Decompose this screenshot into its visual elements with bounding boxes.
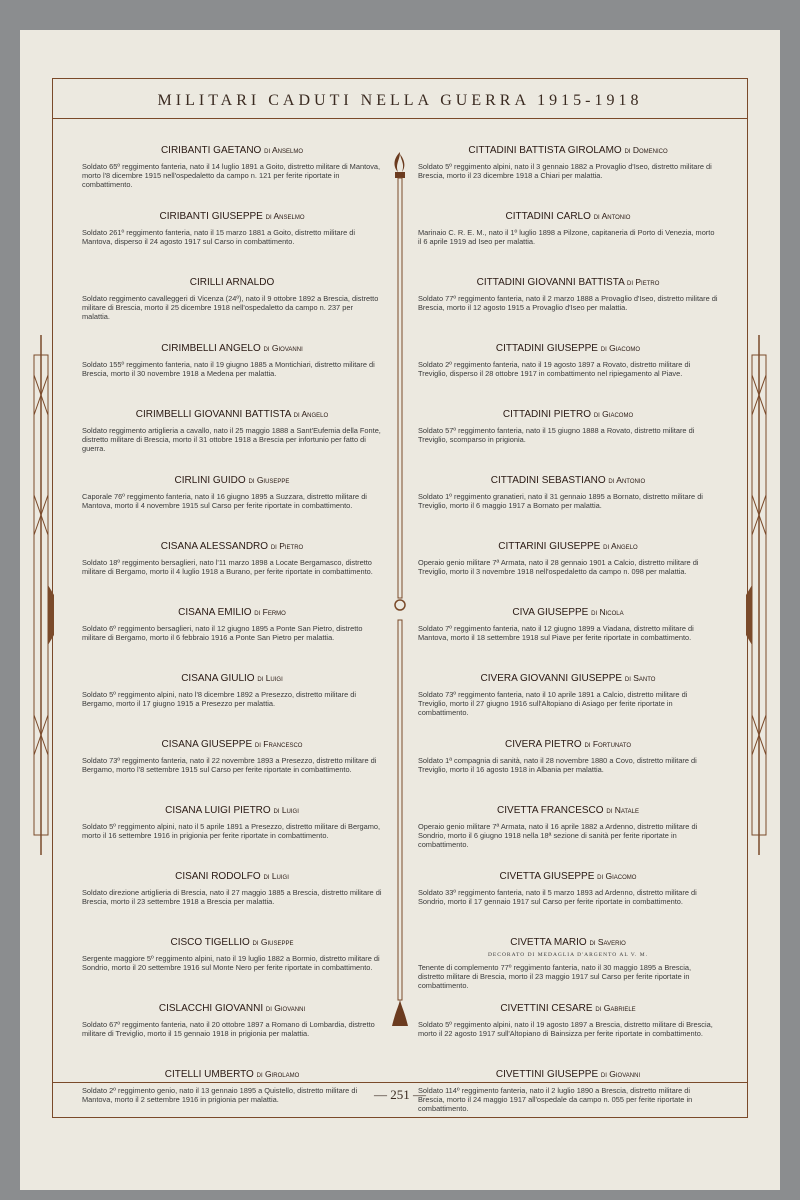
surname: CISANA GIUSEPPE <box>161 739 253 750</box>
surname: CISANI RODOLFO <box>175 871 261 882</box>
entry-text: Soldato 18º reggimento bersaglieri, nato l'11 marzo 1898 a Locate Bergamasco, distretto militare di Bergamo, morto il 4 luglio 1918 a Burano, per ferite riportate in combattimento. <box>82 558 373 576</box>
entry-text: Caporale 76º reggimento fanteria, nato il 16 giugno 1895 a Suzzara, distretto militare di Mantova, morto il 4 novembre 1915 sul Carso per ferite riportate in combattimento. <box>82 492 367 510</box>
left-fasces-ornament <box>28 335 54 855</box>
patronymic: di Giuseppe <box>248 475 290 485</box>
entry-text: Soldato 5º reggimento alpini, nato il 19 agosto 1897 a Brescia, distretto militare di Brescia, morto il 22 agosto 1917 sull'Altopiano di Bainsizza per ferite riportate in combattimento. <box>418 1020 713 1038</box>
entry <box>82 607 382 673</box>
entry-text: Soldato 7º reggimento fanteria, nato il 12 giugno 1899 a Viadana, distretto militare di Mantova, morto il 18 settembre 1918 sul Piave per ferite riportate in combattimento. <box>418 624 694 642</box>
patronymic: di Anselmo <box>264 145 304 155</box>
entry-text: Soldato 5º reggimento alpini, nato il 5 aprile 1891 a Presezzo, distretto militare di Bergamo, morto il 16 settembre 1916 in prigionia per ferite riportate in combattimento. <box>82 822 381 840</box>
patronymic: di Saverio <box>589 937 626 947</box>
entry-text: Soldato 33º reggimento fanteria, nato il 5 marzo 1893 ad Ardenno, distretto militare di Sondrio, morto il 17 gennaio 1917 sul Carso per ferite riportate in combattimento. <box>418 888 697 906</box>
entry-text: Soldato 73º reggimento fanteria, nato il 22 novembre 1893 a Presezzo, distretto militare di Bergamo, morto l'8 settembre 1915 sul Carso per ferite riportate in combattimento. <box>82 756 377 774</box>
entry-text: Marinaio C. R. E. M., nato il 1º luglio 1898 a Pilzone, capitaneria di Porto di Venezia, morto il 6 aprile 1919 ad Iseo per malattia. <box>418 228 715 246</box>
surname: CISLACCHI GIOVANNI <box>158 1003 264 1014</box>
right-column <box>418 145 718 1135</box>
surname: CIVETTA MARIO <box>510 937 587 948</box>
patronymic: di Nicola <box>591 607 624 617</box>
patronymic: di Angelo <box>293 409 329 419</box>
patronymic: di Luigi <box>257 673 283 683</box>
entry-name <box>82 211 382 222</box>
patronymic: di Giovanni <box>600 1069 641 1079</box>
patronymic: di Pietro <box>270 541 304 551</box>
page-number: — 251 — <box>374 1087 426 1102</box>
entry-name <box>418 607 718 618</box>
patronymic: di Domenico <box>624 145 668 155</box>
rosette-icon <box>395 600 405 610</box>
entry <box>418 145 718 211</box>
entry <box>418 673 718 739</box>
entry <box>418 1003 718 1069</box>
right-fasces-ornament <box>746 335 772 855</box>
entry-name <box>82 937 382 948</box>
entry-name <box>418 937 718 948</box>
entry-text: Soldato 65º reggimento fanteria, nato il 14 luglio 1891 a Goito, distretto militare di Mantova, morto l'8 dicembre 1915 nell'ospedaletto da campo n. 121 per ferite riportate in combattimento. <box>82 162 381 189</box>
entry-text: Soldato 67º reggimento fanteria, nato il 20 ottobre 1897 a Romano di Lombardia, distretto militare di Treviglio, morto il 15 gennaio 1918 in prigionia per malattia. <box>82 1020 375 1038</box>
entry <box>82 805 382 871</box>
entry <box>82 541 382 607</box>
entry-name <box>82 343 382 354</box>
patronymic: di Giacomo <box>593 409 634 419</box>
surname: CITTADINI SEBASTIANO <box>490 475 606 486</box>
patronymic: di Pietro <box>627 277 660 287</box>
entry <box>418 475 718 541</box>
surname: CISANA ALESSANDRO <box>160 541 269 552</box>
surname: CITTADINI GIUSEPPE <box>495 343 598 354</box>
entry-text: Soldato 57º reggimento fanteria, nato il 15 giugno 1888 a Rovato, distretto militare di Treviglio, scomparso in prigionia. <box>418 426 695 444</box>
entry <box>418 211 718 277</box>
surname: CIVA GIUSEPPE <box>512 607 589 618</box>
entry <box>418 805 718 871</box>
surname: CIVERA PIETRO <box>504 739 582 750</box>
patronymic: di Luigi <box>263 871 289 881</box>
entry-text: Soldato 114º reggimento fanteria, nato il 2 luglio 1890 a Brescia, distretto militare di Brescia, morto il 24 maggio 1917 all'ospedale da campo n. 055 per ferite riportate in combattimento. <box>418 1086 693 1113</box>
surname: CISANA LUIGI PIETRO <box>165 805 271 816</box>
surname: CITELLI UMBERTO <box>164 1069 254 1080</box>
entry <box>418 277 718 343</box>
patronymic: di Giovanni <box>263 343 303 353</box>
entry <box>82 739 382 805</box>
entry-name <box>418 277 718 288</box>
patronymic: di Luigi <box>273 805 299 815</box>
entry-text: Sergente maggiore 5º reggimento alpini, nato il 19 luglio 1882 a Bormio, distretto militare di Sondrio, morto il 20 settembre 1916 sul Monte Nero per ferite riportate in combattimento. <box>82 954 380 972</box>
entry <box>82 343 382 409</box>
entry-name <box>418 739 718 750</box>
entry-name <box>82 871 382 882</box>
entry-text: Soldato 2º reggimento genio, nato il 13 gennaio 1895 a Quistello, distretto militare di Mantova, morto il 2 settembre 1916 in prigionia per malattia. <box>82 1086 358 1104</box>
entry <box>418 937 718 1003</box>
surname: CIVERA GIOVANNI GIUSEPPE <box>480 673 623 684</box>
surname: CITTADINI PIETRO <box>502 409 592 420</box>
entry-name <box>418 805 718 816</box>
footer-rule <box>52 1082 748 1083</box>
left-column <box>82 145 382 1135</box>
surname: CISANA GIULIO <box>181 673 255 684</box>
patronymic: di Giovanni <box>265 1003 306 1013</box>
patronymic: di Antonio <box>593 211 631 221</box>
patronymic: di Anselmo <box>265 211 305 221</box>
entry-text: Soldato 1º reggimento granatieri, nato il 31 gennaio 1895 a Bornato, distretto militare di Treviglio, morto il 6 maggio 1917 a Bornato per malattia. <box>418 492 703 510</box>
surname: CITTADINI GIOVANNI BATTISTA <box>476 277 625 288</box>
torch-column-ornament <box>388 150 412 1030</box>
surname: CITTARINI GIUSEPPE <box>498 541 601 552</box>
page-title: MILITARI CADUTI NELLA GUERRA 1915-1918 <box>157 92 643 109</box>
entry-text: Soldato 261º reggimento fanteria, nato il 15 marzo 1881 a Goito, distretto militare di Mantova, disperso il 24 agosto 1917 sul Carso in combattimento. <box>82 228 356 246</box>
axe-blade-icon <box>746 585 752 645</box>
entry-name <box>82 739 382 750</box>
entry <box>418 343 718 409</box>
entry <box>82 673 382 739</box>
surname: CISCO TIGELLIO <box>170 937 250 948</box>
entry-name <box>418 871 718 882</box>
entry-text: Operaio genio militare 7ª Armata, nato il 16 aprile 1882 a Ardenno, distretto militare di Sondrio, morto il 6 giugno 1918 nella 18ª sezione di sanità per ferite riportate in combattimento. <box>418 822 698 849</box>
entry-name <box>82 541 382 552</box>
entry-name <box>418 673 718 684</box>
patronymic: di Giuseppe <box>252 937 294 947</box>
entry-name <box>418 1003 718 1014</box>
entry-name <box>82 805 382 816</box>
entry <box>418 739 718 805</box>
entry <box>82 871 382 937</box>
patronymic: di Giacomo <box>597 871 637 881</box>
surname: CIRIMBELLI GIOVANNI BATTISTA <box>135 409 291 420</box>
entry-name <box>82 475 382 486</box>
entry-text: Operaio genio militare 7ª Armata, nato il 28 gennaio 1901 a Calcio, distretto militare di Treviglio, morto il 3 novembre 1918 nell'ospedaletto da campo n. 098 per malattia. <box>418 558 699 576</box>
entry <box>82 211 382 277</box>
entry-text: Soldato 77º reggimento fanteria, nato il 2 marzo 1888 a Provaglio d'Iseo, distretto militare di Brescia, morto il 12 agosto 1915 a Provaglio d'Iseo per malattia. <box>418 294 718 312</box>
entry-name <box>418 1069 718 1080</box>
acanthus-base-icon <box>392 1000 408 1026</box>
entry-name <box>82 277 382 288</box>
surname: CISANA EMILIO <box>178 607 252 618</box>
surname: CIRILLI ARNALDO <box>189 277 275 288</box>
patronymic: di Gabriele <box>595 1003 636 1013</box>
surname: CIVETTA GIUSEPPE <box>499 871 595 882</box>
entry-name <box>418 211 718 222</box>
surname: CIVETTINI CESARE <box>500 1003 593 1014</box>
entry <box>418 409 718 475</box>
entry-text: Soldato 73º reggimento fanteria, nato il 10 aprile 1891 a Calcio, distretto militare di Treviglio, morto il 27 giugno 1916 sull'Altopiano di Asiago per ferite riportate in combattimento. <box>418 690 688 717</box>
patronymic: di Francesco <box>254 739 303 749</box>
patronymic: di Natale <box>606 805 639 815</box>
patronymic: di Fortunato <box>584 739 632 749</box>
entry <box>82 409 382 475</box>
entry-name <box>82 673 382 684</box>
surname: CIRIMBELLI ANGELO <box>161 343 261 354</box>
surname: CIVETTINI GIUSEPPE <box>495 1069 599 1080</box>
entry <box>82 1003 382 1069</box>
patronymic: di Santo <box>624 673 656 683</box>
entry-name <box>82 409 382 420</box>
decoration-note: DECORATO DI MEDAGLIA D'ARGENTO AL V. M. <box>487 952 649 958</box>
surname: CIVETTA FRANCESCO <box>497 805 604 816</box>
surname: CIRLINI GUIDO <box>174 475 246 486</box>
surname: CIRIBANTI GAETANO <box>160 145 262 156</box>
entry-name <box>418 343 718 354</box>
entry-name <box>82 607 382 618</box>
flame-icon <box>395 152 405 172</box>
entry <box>418 541 718 607</box>
entry-name <box>82 1003 382 1014</box>
entry-name <box>82 1069 382 1080</box>
entry <box>82 475 382 541</box>
patronymic: di Antonio <box>608 475 646 485</box>
entry-text: Soldato 6º reggimento bersaglieri, nato il 12 giugno 1895 a Ponte San Pietro, distretto militare di Bergamo, morto il 6 febbraio 1916 a Ponte San Pietro per malattia. <box>82 624 363 642</box>
entry-text: Soldato 1ª compagnia di sanità, nato il 28 novembre 1880 a Covo, distretto militare di Treviglio, morto il 16 agosto 1918 in Albania per malattia. <box>418 756 697 774</box>
patronymic: di Angelo <box>603 541 638 551</box>
axe-blade-icon <box>48 585 54 645</box>
entry-name <box>418 145 718 156</box>
entry-text: Soldato 5º reggimento alpini, nato l'8 dicembre 1892 a Presezzo, distretto militare di Bergamo, morto il 17 giugno 1915 a Presezzo per malattia. <box>82 690 357 708</box>
entry-name <box>418 475 718 486</box>
entry <box>418 871 718 937</box>
patronymic: di Giacomo <box>600 343 641 353</box>
entry-text: Soldato 5º reggimento alpini, nato il 3 gennaio 1882 a Provaglio d'Iseo, distretto militare di Brescia, morto il 23 dicembre 1918 a Chiari per malattia. <box>418 162 712 180</box>
surname: CITTADINI CARLO <box>505 211 591 222</box>
entry-text: Soldato 2º reggimento fanteria, nato il 19 agosto 1897 a Rovato, distretto militare di Treviglio, disperso il 28 ottobre 1917 in combattimento nel ripiegamento al Piave. <box>418 360 691 378</box>
entry-name <box>418 541 718 552</box>
patronymic: di Fermo <box>254 607 286 617</box>
entry <box>418 607 718 673</box>
entry-text: Soldato reggimento artiglieria a cavallo, nato il 25 maggio 1888 a Sant'Eufemia della Fonte, distretto militare di Brescia, morto il 31 ottobre 1918 a Brescia per infortunio per fatto di guerra. <box>82 426 381 453</box>
title-rule <box>52 118 748 119</box>
entry-text: Tenente di complemento 77º reggimento fanteria, nato il 30 maggio 1895 a Brescia, distretto militare di Brescia, morto il 23 maggio 1917 sul Carso per ferite riportate in combattimento. <box>418 963 692 990</box>
entry-text: Soldato direzione artiglieria di Brescia, nato il 27 maggio 1885 a Brescia, distretto militare di Brescia, morto il 23 settembre 1918 a Brescia per malattia. <box>82 888 382 906</box>
entry <box>82 277 382 343</box>
patronymic: di Girolamo <box>256 1069 300 1079</box>
entry-name <box>82 145 382 156</box>
entry-text: Soldato reggimento cavalleggeri di Vicenza (24º), nato il 9 ottobre 1892 a Brescia, distretto militare di Brescia, morto il 25 dicembre 1918 nell'ospedaletto da campo n. 237 per malattia. <box>82 294 379 321</box>
entry-name <box>418 409 718 420</box>
entry-text: Soldato 155º reggimento fanteria, nato il 19 giugno 1885 a Montichiari, distretto militare di Brescia, morto il 30 novembre 1918 a Medena per malattia. <box>82 360 375 378</box>
surname: CITTADINI BATTISTA GIROLAMO <box>468 145 622 156</box>
entry <box>82 937 382 1003</box>
entry <box>82 145 382 211</box>
surname: CIRIBANTI GIUSEPPE <box>159 211 263 222</box>
